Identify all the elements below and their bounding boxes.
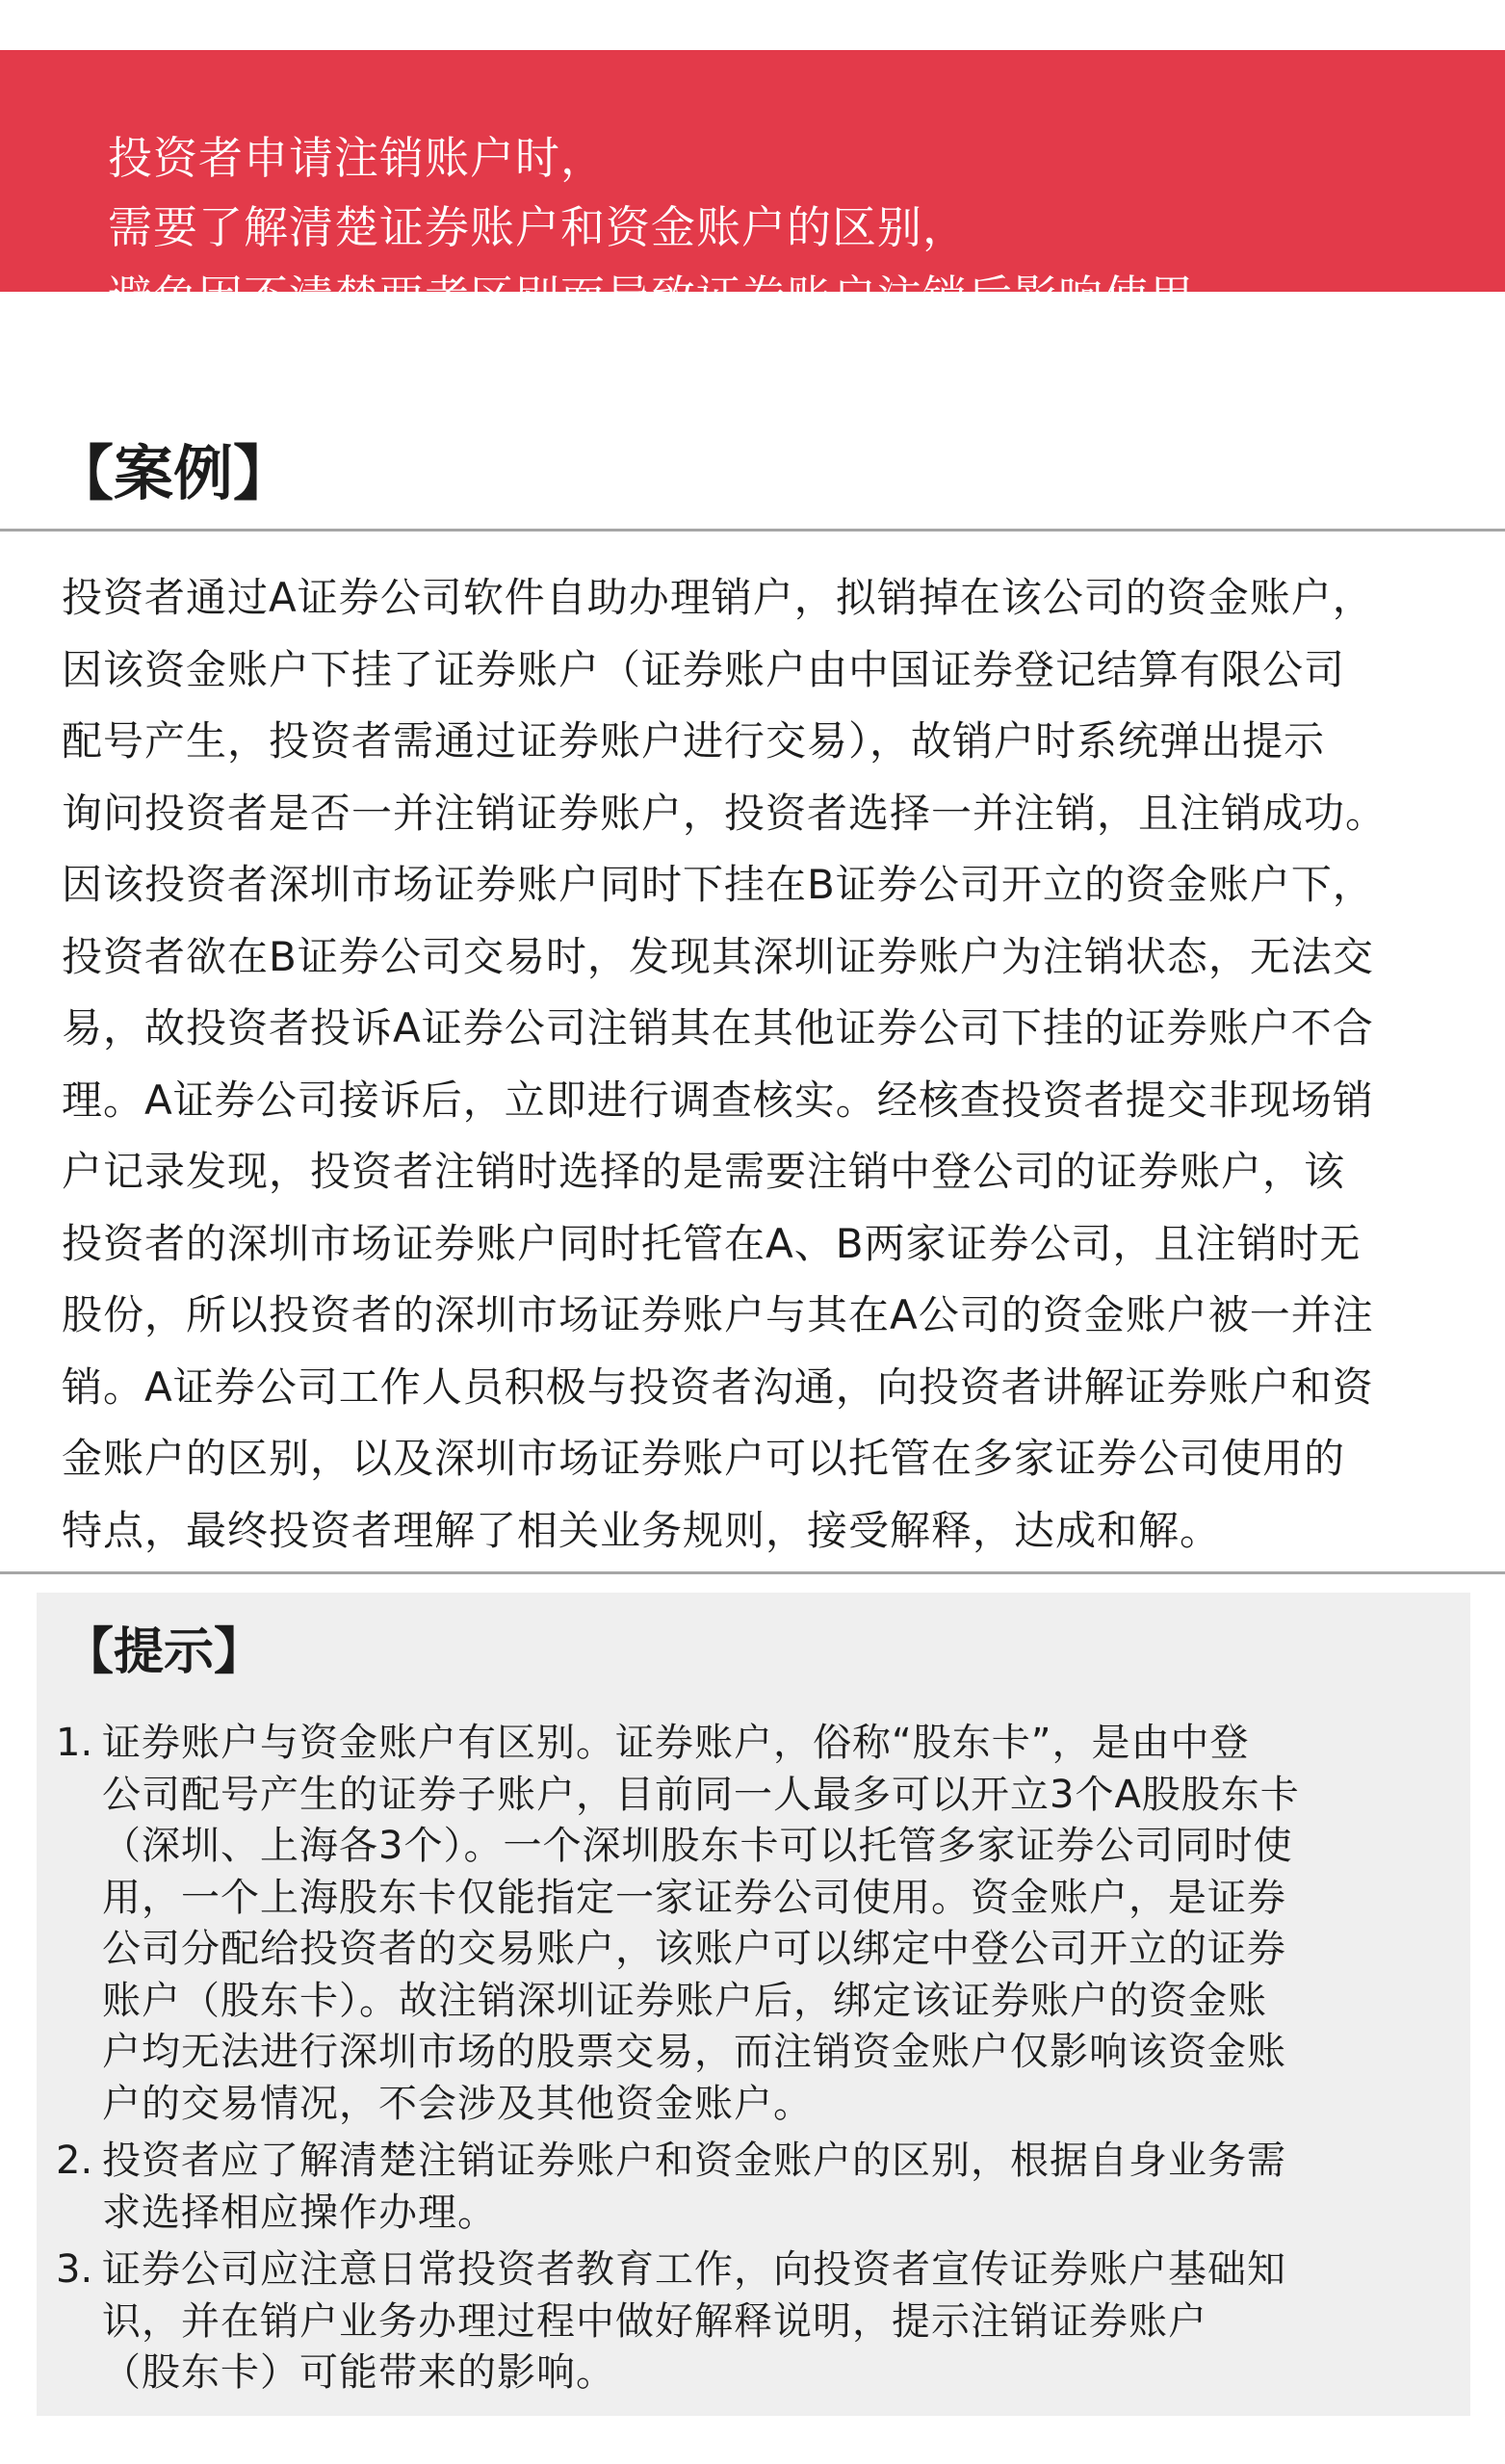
case-text-line: 易，故投资者投诉A证券公司注销其在其他证券公司下挂的证券账户不合 [62,1004,1374,1051]
tips-list [56,1718,1300,2405]
tip-text-line: 求选择相应操作办理。 [102,2190,497,2235]
tip-text [102,1718,1300,2130]
tip-text-line: 投资者应了解清楚注销证券账户和资金账户的区别，根据自身业务需 [102,2139,1286,2183]
case-text-line: 因该资金账户下挂了证券账户（证券账户由中国证券登记结算有限公司 [62,645,1346,693]
tip-item [56,2136,1300,2239]
tip-number: 1. [56,1721,93,1765]
case-text-line: 配号产生，投资者需通过证券账户进行交易），故销户时系统弹出提示 [62,717,1326,765]
tip-number: 3. [56,2247,93,2292]
tip-text-line: （股东卡）可能带来的影响。 [102,2350,615,2395]
tips-panel [37,1593,1470,2416]
tip-text-line: 账户（股东卡）。故注销深圳证券账户后，绑定该证券账户的资金账 [102,1978,1267,2023]
tip-text-line: 用，一个上海股东卡仅能指定一家证券公司使用。资金账户，是证券 [102,1875,1286,1920]
divider-line [0,1571,1505,1574]
tip-text-line: 证券账户与资金账户有区别。证券账户，俗称“股东卡”，是由中登 [102,1721,1250,1765]
tip-text-line: 公司配号产生的证券子账户，目前同一人最多可以开立3个A股股东卡 [102,1772,1300,1817]
banner-line: 避免因不清楚两者区别而导致证券账户注销后影响使用。 [108,271,1239,323]
case-text-line: 销。A证券公司工作人员积极与投资者沟通，向投资者讲解证券账户和资 [62,1362,1374,1411]
tip-text-line: 户均无法进行深圳市场的股票交易，而注销资金账户仅影响该资金账 [102,2030,1286,2074]
divider-line [0,529,1505,532]
tips-heading: 【提示】 [64,1623,265,1681]
case-text-line: 投资者欲在B证券公司交易时，发现其深圳证券账户为注销状态，无法交 [62,932,1374,980]
case-text-line: 理。A证券公司接诉后，立即进行调查核实。经核查投资者提交非现场销 [62,1076,1374,1124]
intro-banner [0,50,1505,323]
case-body [62,562,1387,1567]
banner-line: 投资者申请注销账户时， [108,132,606,184]
tip-item [56,2244,1300,2399]
tip-item [56,1718,1300,2130]
tip-text-line: 公司分配给投资者的交易账户，该账户可以绑定中登公司开立的证券 [102,1927,1286,1971]
tip-text [102,2136,1300,2239]
case-text-line: 股份，所以投资者的深圳市场证券账户与其在A公司的资金账户被一并注 [62,1291,1374,1338]
case-text-line: 投资者的深圳市场证券账户同时托管在A、B两家证券公司，且注销时无 [62,1219,1362,1267]
case-text-line: 金账户的区别，以及深圳市场证券账户可以托管在多家证券公司使用的 [62,1435,1346,1482]
case-text-line: 投资者通过A证券公司软件自助办理销户，拟销掉在该公司的资金账户， [62,574,1374,621]
tip-text [102,2244,1300,2399]
tip-text-line: 证券公司应注意日常投资者教育工作，向投资者宣传证券账户基础知 [102,2247,1286,2292]
tip-text-line: （深圳、上海各3个）。一个深圳股东卡可以托管多家证券公司同时使 [102,1824,1293,1868]
case-text-line: 特点，最终投资者理解了相关业务规则，接受解释，达成和解。 [62,1506,1222,1554]
banner-line: 需要了解清楚证券账户和资金账户的区别， [108,201,968,253]
case-text-line: 因该投资者深圳市场证券账户同时下挂在B证券公司开立的资金账户下， [62,861,1374,908]
intro-banner-text [108,123,1239,331]
tip-text-line: 识，并在销户业务办理过程中做好解释说明，提示注销证券账户 [102,2298,1207,2344]
tip-text-line: 户的交易情况，不会涉及其他资金账户。 [102,2081,813,2126]
case-text-line: 户记录发现，投资者注销时选择的是需要注销中登公司的证券账户，该 [62,1148,1346,1195]
tip-number: 2. [56,2139,93,2183]
case-heading: 【案例】 [54,438,294,508]
case-text-line: 询问投资者是否一并注销证券账户，投资者选择一并注销，且注销成功。 [62,789,1388,837]
